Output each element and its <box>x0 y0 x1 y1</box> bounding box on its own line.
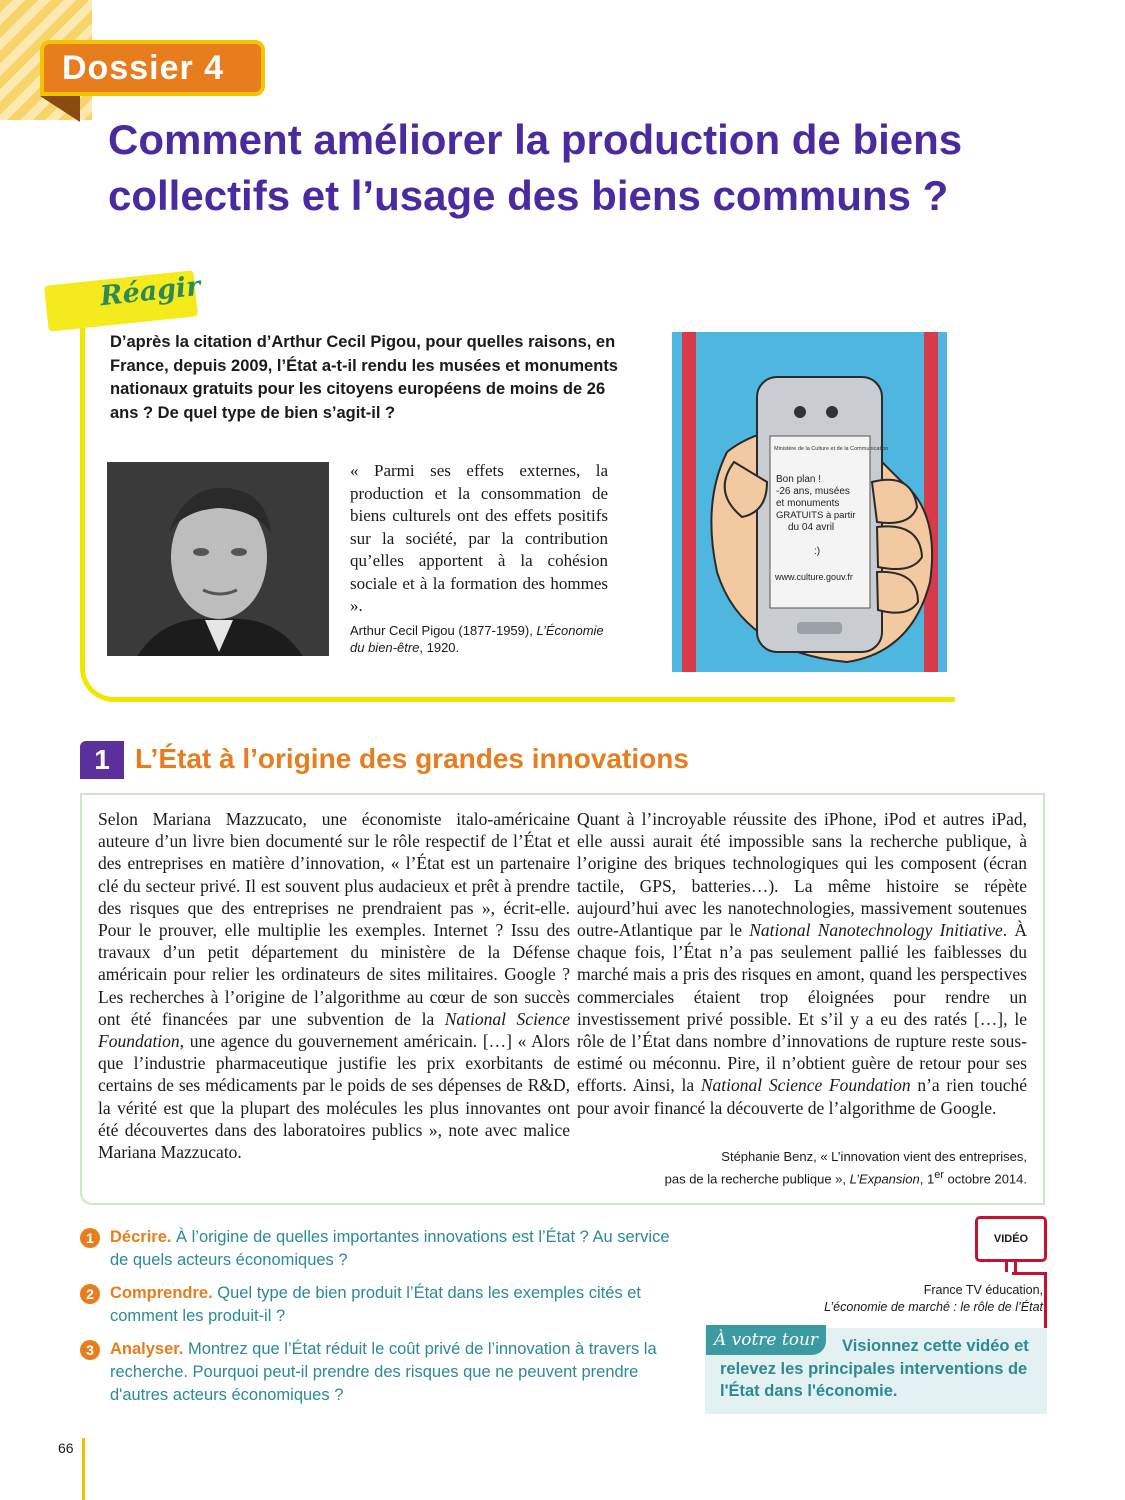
source-journal: L’Expansion <box>849 1171 920 1187</box>
phone-screen-line3: et monuments <box>776 498 840 509</box>
right-paragraph-2: . À chaque fois, l’État n’a pas seulement pallié les faiblesses du marché mais a pris des risques en amont, quand les perspectives commerciales étaient trop éloignées pour rendre un investissement privé possible. Et s’il y a eu des ratés […], le rôle de l’État dans nombre d’innovations de rupture reste sous-estimé ou méconnu. Pire, il n’obtient guère de retour pour ses efforts. Ainsi, la <box>577 920 1027 1096</box>
left-nsf: National Science Foundation <box>98 1008 570 1052</box>
source-line-2a: pas de la recherche publique », <box>664 1171 850 1187</box>
page-title: Comment améliorer la production de biens collectifs et l’usage des biens communs ? <box>108 116 963 219</box>
question-item <box>80 1282 680 1328</box>
question-number: 2 <box>80 1284 100 1304</box>
section-title: L’État à l’origine des grandes innovations <box>135 743 689 774</box>
source-line-2b: , 1 <box>919 1171 935 1187</box>
video-credit-title: L’économie de marché : le rôle de l’État <box>824 1300 1043 1314</box>
phone-screen-header: Ministère de la Culture et de la Communication <box>774 446 889 452</box>
right-nni: National Nanotechnology Initiative <box>749 920 1003 941</box>
question-text: Quel type de bien produit l’État dans les exemples cités et comment les produit-il ? <box>110 1284 642 1325</box>
question-text: À l’origine de quelles importantes innovations est l’État ? Au service de quels acteurs économiques ? <box>110 1228 670 1269</box>
video-credit-source: France TV éducation, <box>923 1283 1043 1297</box>
reagir-question: D’après la citation d’Arthur Cecil Pigou, pour quelles raisons, en France, depuis 2009, l’État a-t-il rendu les musées et monuments nationaux gratuits pour les citoyens européens de moins de 26 ans ? De quel type de bien s’agit-il ? <box>110 333 618 422</box>
source-line-2c: octobre 2014. <box>943 1171 1027 1187</box>
document-column-left <box>98 808 570 1163</box>
phone-screen-line1: Bon plan ! <box>776 474 822 485</box>
question-number: 3 <box>80 1340 100 1360</box>
phone-screen-line5: du 04 avril <box>788 522 835 533</box>
quote-work: L’Économie du bien-être <box>350 623 604 655</box>
left-paragraph-2: , une agence du gouvernement américain. […] « Alors que l’industrie pharmaceutique justifie les prix exorbitants de certains de ses médicaments par le poids de ses dépenses de R&D, la vérité est que la plupart des molécules les plus innovantes ont été découvertes dans des laboratoires publics », note avec malice Mariana Mazzucato. <box>98 1031 570 1163</box>
right-paragraph-3: n’a rien touché pour avoir financé la découverte de l’algorithme de Google. <box>577 1075 1027 1118</box>
dossier-label: Dossier 4 <box>40 40 265 96</box>
phone-screen-smiley: :) <box>814 546 821 557</box>
phone-screen-line4: GRATUITS à partir <box>776 510 856 521</box>
page-number: 66 <box>58 1440 74 1456</box>
source-sup: er <box>934 1169 944 1181</box>
pigou-portrait <box>107 462 329 656</box>
quote-source <box>350 622 620 656</box>
quote-author: Arthur Cecil Pigou (1877-1959), <box>350 623 537 638</box>
phone-screen-line2: -26 ans, musées <box>776 486 850 497</box>
video-stand <box>1005 1262 1017 1272</box>
question-number: 1 <box>80 1228 100 1248</box>
video-icon[interactable]: VIDÉO <box>975 1216 1047 1262</box>
phone-illustration <box>672 332 947 672</box>
source-line-2 <box>600 1166 1027 1188</box>
left-paragraph-1: Selon Mariana Mazzucato, une économiste italo-américaine auteure d’un livre bien documenté sur le rôle respectif de l’État et des entreprises en matière d’innovation, « l’État est un partenaire clé du secteur privé. Il est souvent plus audacieux et prêt à prendre des risques que des entreprises ne prendraient pas », écrit-elle. Pour le prouver, elle multiplie les exemples. Internet ? Issu des travaux d’un petit département du ministère de la Défense américain pour relier les ordinateurs de sites militaires. Google ? Les recherches à l’origine de l’algorithme au cœur de son succès ont été financées par une subvention de la <box>98 809 570 1029</box>
reagir-label: Réagir <box>98 270 202 313</box>
dossier-fold <box>40 96 80 122</box>
question-keyword: Comprendre. <box>110 1284 213 1302</box>
question-keyword: Analyser. <box>110 1340 184 1358</box>
document-column-right <box>577 808 1027 1119</box>
phone-screen-url: www.culture.gouv.fr <box>775 572 853 582</box>
question-text: Montrez que l’État réduit le coût privé de l’innovation à travers la recherche. Pourquoi peut-il prendre des risques que ne peuvent prendre d'autres acteurs économiques ? <box>110 1340 657 1404</box>
pigou-quote: « Parmi ses effets externes, la production et la consommation de biens culturels ont des effets positifs sur la société, par la contribution qu’elles apportent à la cohésion sociale et à la formation des hommes ». <box>350 461 608 615</box>
video-credit <box>760 1282 1043 1316</box>
question-item <box>80 1338 680 1407</box>
right-paragraph-1: Quant à l’incroyable réussite des iPhone, iPod et autres iPad, elle aussi aurait été impossible sans la recherche publique, à l’origine des briques technologiques qui les composent (écran tactile, GPS, batteries…). La même histoire se répète aujourd’hui avec les nanotechnologies, massivement soutenues outre-Atlantique par le <box>577 809 1027 941</box>
quote-year: , 1920. <box>419 640 460 655</box>
document-source <box>600 1148 1027 1188</box>
right-nsf: National Science Foundation <box>700 1075 911 1096</box>
question-item <box>80 1226 680 1272</box>
page-rule <box>82 1438 85 1500</box>
a-votre-tour-label: À votre tour <box>706 1325 826 1355</box>
a-votre-tour-text: Visionnez cette vidéo et relevez les principales interventions de l'État dans l'économie. <box>720 1337 1029 1400</box>
source-line-1: Stéphanie Benz, « L’innovation vient des entreprises, <box>721 1149 1027 1164</box>
question-list <box>80 1226 680 1417</box>
question-keyword: Décrire. <box>110 1228 172 1246</box>
section-number: 1 <box>80 741 124 779</box>
